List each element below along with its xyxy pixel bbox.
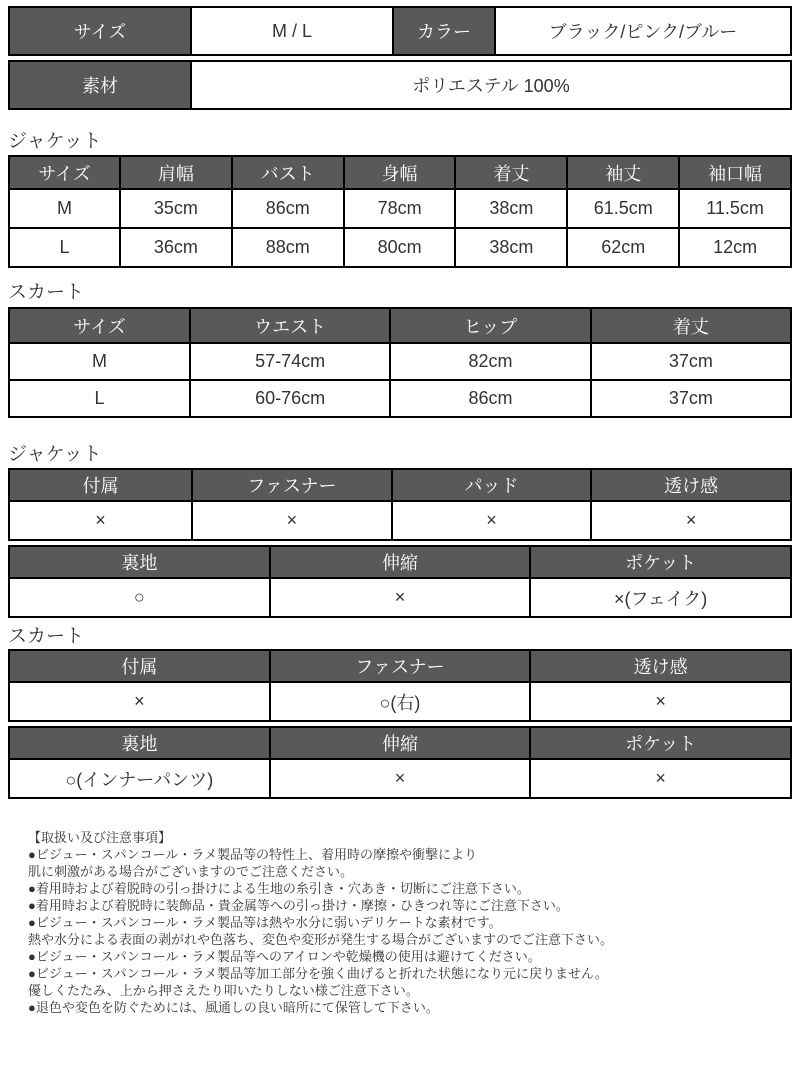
table-cell: 88cm xyxy=(232,228,344,267)
feature-header-lining: 裏地 xyxy=(9,727,270,759)
feature-header-pocket: ポケット xyxy=(530,727,791,759)
feature-header-sheerness: 透け感 xyxy=(591,469,791,501)
column-header-cuff: 袖口幅 xyxy=(679,156,791,189)
note-line: 熱や水分による表面の剥がれや色落ち、変色や変形が発生する場合がございますのでご注意下さい。 xyxy=(28,932,614,947)
table-cell: M xyxy=(9,343,190,380)
table-cell: 86cm xyxy=(232,189,344,228)
feature-value: × xyxy=(9,682,270,721)
column-header-length: 着丈 xyxy=(455,156,567,189)
feature-value: ○(インナーパンツ) xyxy=(9,759,270,798)
table-row xyxy=(9,759,791,798)
feature-value: × xyxy=(192,501,392,540)
column-header-hip: ヒップ xyxy=(390,308,590,343)
color-value: ブラック/ピンク/ブルー xyxy=(495,7,791,55)
table-cell: 60-76cm xyxy=(190,380,390,417)
jacket-details-title: ジャケット xyxy=(8,444,102,465)
size-value: M / L xyxy=(191,7,393,55)
table-cell: 86cm xyxy=(390,380,590,417)
feature-header-attachment: 付属 xyxy=(9,469,192,501)
feature-value: ○(右) xyxy=(270,682,531,721)
column-header-waist: ウエスト xyxy=(190,308,390,343)
feature-header-stretch: 伸縮 xyxy=(270,546,531,578)
feature-value: × xyxy=(270,578,531,617)
table-cell: L xyxy=(9,228,120,267)
table-row xyxy=(9,501,791,540)
table-cell: 36cm xyxy=(120,228,232,267)
table-cell: 12cm xyxy=(679,228,791,267)
column-header-bust: バスト xyxy=(232,156,344,189)
table-row xyxy=(9,189,791,228)
size-header: サイズ xyxy=(9,7,191,55)
note-line: 優しくたたみ、上から押さえたり叩いたりしない様ご注意下さい。 xyxy=(28,983,419,998)
table-cell: 37cm xyxy=(591,380,791,417)
table-cell: 82cm xyxy=(390,343,590,380)
color-header: カラー xyxy=(393,7,495,55)
table-cell: 61.5cm xyxy=(567,189,679,228)
feature-header-fastener: ファスナー xyxy=(192,469,392,501)
table-cell: 80cm xyxy=(344,228,456,267)
table-cell: 57-74cm xyxy=(190,343,390,380)
note-line: ●着用時および着脱時の引っ掛けによる生地の糸引き・穴あき・切断にご注意下さい。 xyxy=(28,881,530,896)
note-line: ●ビジュー・スパンコール・ラメ製品等の特性上、着用時の摩擦や衝撃により xyxy=(28,847,477,862)
table-cell: M xyxy=(9,189,120,228)
feature-value: × xyxy=(530,759,791,798)
feature-value: × xyxy=(591,501,791,540)
feature-header-fastener: ファスナー xyxy=(270,650,531,682)
skirt-size-title: スカート xyxy=(8,282,85,303)
column-header-bodywidth: 身幅 xyxy=(344,156,456,189)
notes-title: 【取扱い及び注意事項】 xyxy=(28,830,172,845)
skirt-details-table-b xyxy=(8,726,792,799)
column-header-length: 着丈 xyxy=(591,308,791,343)
table-row xyxy=(9,380,791,417)
note-line: ●着用時および着脱時に装飾品・貴金属等への引っ掛け・摩擦・ひきつれ等にご注意下さい。 xyxy=(28,898,569,913)
skirt-details-title: スカート xyxy=(8,626,85,647)
note-line: ●ビジュー・スパンコール・ラメ製品等は熱や水分に弱いデリケートな素材です。 xyxy=(28,915,502,930)
feature-header-attachment: 付属 xyxy=(9,650,270,682)
feature-value: × xyxy=(270,759,531,798)
table-cell: 62cm xyxy=(567,228,679,267)
jacket-details-table-a xyxy=(8,468,792,541)
feature-header-sheerness: 透け感 xyxy=(530,650,791,682)
table-cell: 11.5cm xyxy=(679,189,791,228)
material-header: 素材 xyxy=(9,61,191,109)
note-line: ●ビジュー・スパンコール・ラメ製品等へのアイロンや乾燥機の使用は避けてください。 xyxy=(28,949,541,964)
material-table xyxy=(8,60,792,110)
feature-header-stretch: 伸縮 xyxy=(270,727,531,759)
jacket-size-table xyxy=(8,155,792,268)
feature-value: × xyxy=(530,682,791,721)
note-line: 肌に刺激がある場合がございますのでご注意ください。 xyxy=(28,864,354,879)
table-cell: 78cm xyxy=(344,189,456,228)
feature-header-pocket: ポケット xyxy=(530,546,791,578)
jacket-size-title: ジャケット xyxy=(8,131,102,152)
table-cell: L xyxy=(9,380,190,417)
feature-value: × xyxy=(9,501,192,540)
feature-value: ×(フェイク) xyxy=(530,578,791,617)
skirt-size-table xyxy=(8,307,792,418)
table-cell: 35cm xyxy=(120,189,232,228)
note-line: ●退色や変色を防ぐためには、風通しの良い暗所にて保管して下さい。 xyxy=(28,1000,439,1015)
jacket-details-table-b xyxy=(8,545,792,618)
note-line: ●ビジュー・スパンコール・ラメ製品等加工部分を強く曲げると折れた状態になり元に戻りません。 xyxy=(28,966,608,981)
feature-header-lining: 裏地 xyxy=(9,546,270,578)
feature-header-pad: パッド xyxy=(392,469,592,501)
table-cell: 38cm xyxy=(455,189,567,228)
column-header-sleeve: 袖丈 xyxy=(567,156,679,189)
column-header-size: サイズ xyxy=(9,308,190,343)
table-row xyxy=(9,228,791,267)
feature-value: ○ xyxy=(9,578,270,617)
material-value: ポリエステル 100% xyxy=(191,61,791,109)
feature-value: × xyxy=(392,501,592,540)
size-color-table xyxy=(8,6,792,56)
skirt-details-table-a xyxy=(8,649,792,722)
column-header-size: サイズ xyxy=(9,156,120,189)
table-cell: 37cm xyxy=(591,343,791,380)
table-row xyxy=(9,578,791,617)
column-header-shoulder: 肩幅 xyxy=(120,156,232,189)
handling-notes xyxy=(28,829,792,1016)
table-row xyxy=(9,682,791,721)
table-cell: 38cm xyxy=(455,228,567,267)
table-row xyxy=(9,343,791,380)
